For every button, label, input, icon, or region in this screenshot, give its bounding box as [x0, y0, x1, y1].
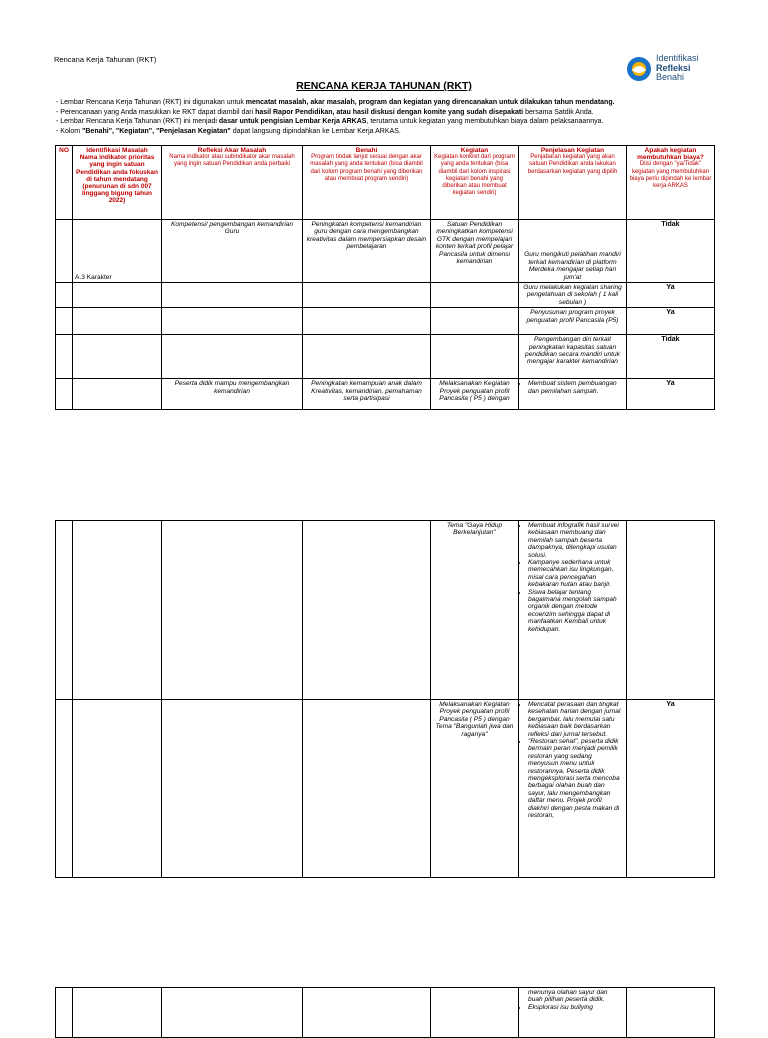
cell-akar: Kompetensi/ pengembangan kemandirian Guru: [162, 220, 303, 283]
table-row: [56, 700, 715, 878]
list-item: • Membuat infografik hasil survei kebiasaan membuang dan memilah sampah beserta dampaknya, dilengkapi usulan solusi.: [528, 522, 624, 559]
cell-penjelasan: Guru melakukan kegiatan sharing pengetahuan di sekolah ( 1 kali sebulan ): [519, 283, 627, 308]
table-row: [56, 335, 715, 379]
col-header-benahi: Benahi Program tindak lanjut sesuai dengan akar masalah yang anda tentukan (bisa diambil dari kolom program benahi yang diberikan atau membuat program sendiri): [303, 146, 431, 220]
cell-penjelasan: Pengembangan diri terkait peningkatan kapasitas satuan pendidikan secara mandiri untuk mengajar karakter kemandirian: [519, 335, 627, 379]
table-row: [56, 379, 715, 410]
cell-benahi: Peningkatan kompetensi kemandirian guru dengan cara mengembangkan kreativitas dalam mempersiapkan desain pembelajaran: [303, 220, 431, 283]
logo-line-benahi: Benahi: [656, 72, 685, 82]
cell-penjelasan: Guru mengikuti pelatihan mandiri terkait kemandirian di platform Merdeka mengajar setiap hari jum'at: [519, 220, 627, 283]
table-row: [56, 988, 715, 1038]
page-header-title: Rencana Kerja Tahunan (RKT): [54, 55, 157, 64]
list-item: • "Restoran sehat", peserta didik bermain peran menjadi pemilik restoran yang sedang menyusun menu untuk restorannya. Peserta didik mengeksplorasi serta mencoba berbagai olahan buah dan sayur, lalu mengembangkan daftar menu. Projek profil diakhiri dengan pesta makan di restoran,: [528, 738, 624, 819]
cell-kegiatan: Tema "Gaya Hidup Berkelanjutan": [431, 521, 519, 700]
document-title: RENCANA KERJA TAHUNAN (RKT): [296, 80, 472, 92]
note-line: - Kolom "Benahi", "Kegiatan", "Penjelasan Kegiatan" dapat langsung dipindahkan ke Lembar Kerja ARKAS.: [56, 127, 401, 135]
list-item: • Eksplorasi isu bullying: [528, 1004, 624, 1011]
col-header-no: NO: [56, 146, 73, 220]
rkt-table-page-3: [55, 987, 715, 1038]
col-header-kegiatan: Kegiatan Kegiatan konkret dari program yang anda tentukan (bisa diambil dari kolom inspirasi kegiatan benahi yang diberikan atau membuat kegiatan sendiri): [431, 146, 519, 220]
cell-penjelasan: menunya olahan sayur dan buah pilihan peserta didik. • Eksplorasi isu bullying: [519, 988, 627, 1038]
table-row: [56, 283, 715, 308]
cell-penjelasan: [519, 700, 627, 878]
cell-benahi: Peningkatan kemampuan anak dalam Kreativitas, kemandirian, pemahaman serta partisipasi: [303, 379, 431, 410]
logo-line-refleksi: Refleksi: [656, 62, 691, 73]
list-item: • Siswa belajar tentang bagaimana mengolah sampah organik dengan metode ecoenzim sehingga dapat di manfaatkan Kembali untuk kehidupan.: [528, 589, 624, 633]
col-header-biaya: Apakah kegiatan membutuhkan biaya? Diisi dengan "ya/Tidak" kegiatan yang membutuhkan biaya perlu dipindah ke lembar kerja ARKAS: [627, 146, 715, 220]
cell-kegiatan: Melaksanakan Kegiatan Proyek penguatan profil Pancasila ( P5 ) dengan Tema "Bangunlah jiwa dan raganya": [431, 700, 519, 878]
cell-biaya: Ya: [627, 700, 715, 878]
col-header-penjelasan-kegiatan: Penjelasan Kegiatan Penjabaran kegiatan yang akan satuan Pendidikan anda lakukan berdasarkan kegiatan yang dipilih: [519, 146, 627, 220]
note-line: - Lembar Rencana Kerja Tahunan (RKT) ini menjadi dasar untuk pengisian Lembar Kerja ARKAS, terutama untuk kegiatan yang membutuhkan biaya dalam pelaksanaannya.: [56, 118, 604, 125]
cell-masalah: A.3 Karakter: [73, 220, 162, 283]
cell-biaya: Tidak: [627, 220, 715, 283]
cell-akar: Peserta didik mampu mengembangkan kemandirian: [162, 379, 303, 410]
table-row: [56, 308, 715, 335]
cell-biaya: [627, 521, 715, 700]
rkt-table-page-1: [55, 145, 715, 410]
cell-penjelasan: [519, 521, 627, 700]
cell-biaya: Ya: [627, 308, 715, 335]
cell-penjelasan: Penyusunan program proyek penguatan profil Pancasila (P5): [519, 308, 627, 335]
list-item: • Membuat sistem pembuangan dan pemilahan sampah.: [528, 380, 624, 395]
table-header-row: [56, 146, 715, 220]
tut-wuri-emblem-icon: [626, 56, 652, 82]
list-item: • Mencatat perasaan dan tingkat kesehatan harian dengan jurnal bergambar, lalu memulai satu kebiasaan baik berdasarkan refleksi dari jurnal tersebut.: [528, 701, 624, 738]
cell-biaya: Ya: [627, 379, 715, 410]
logo-line-identifikasi: Identifikasi: [656, 53, 699, 63]
col-header-identifikasi-masalah: Identifikasi Masalah Nama indikator prioritas yang ingin satuan Pendidikan anda fokuskan di tahun mendatang (penurunan di sdn 007 linggang bigung tahun 2022): [73, 146, 162, 220]
list-item: • Kampanye sederhana untuk memecahkan isu lingkungan, misal cara pencegahan kebakaran hutan atau banjir.: [528, 559, 624, 589]
table-row: [56, 521, 715, 700]
cell-biaya: Ya: [627, 283, 715, 308]
cell-kegiatan: Satuan Pendidikan meningkatkan kompetensi GTK dengan mempelajari konten terkait profil pelajar Pancasila untuk dimensi kemandirian: [431, 220, 519, 283]
cell-biaya: Tidak: [627, 335, 715, 379]
note-line: - Lembar Rencana Kerja Tahunan (RKT) ini digunakan untuk mencatat masalah, akar masalah, program dan kegiatan yang direncanakan untuk dilakukan tahun mendatang.: [56, 99, 615, 106]
note-line: - Perencanaan yang Anda masukkan ke RKT dapat diambil dari hasil Rapor Pendidikan, atau hasil diskusi dengan komite yang sudah disepakati bersama Satdik Anda.: [56, 108, 594, 116]
cell-kegiatan: Melaksanakan Kegiatan Proyek penguatan profil Pancasila ( P5 ) dengan: [431, 379, 519, 410]
instruction-notes: [56, 98, 736, 136]
col-header-refleksi-akar-masalah: Refleksi Akar Masalah Nama indikator atau subindikator akar masalah yang ingin satuan Pendidikan anda perbaiki: [162, 146, 303, 220]
table-row: [56, 220, 715, 283]
rkt-table-page-2: [55, 520, 715, 878]
cell-no: [56, 220, 73, 283]
cell-penjelasan: [519, 379, 627, 410]
